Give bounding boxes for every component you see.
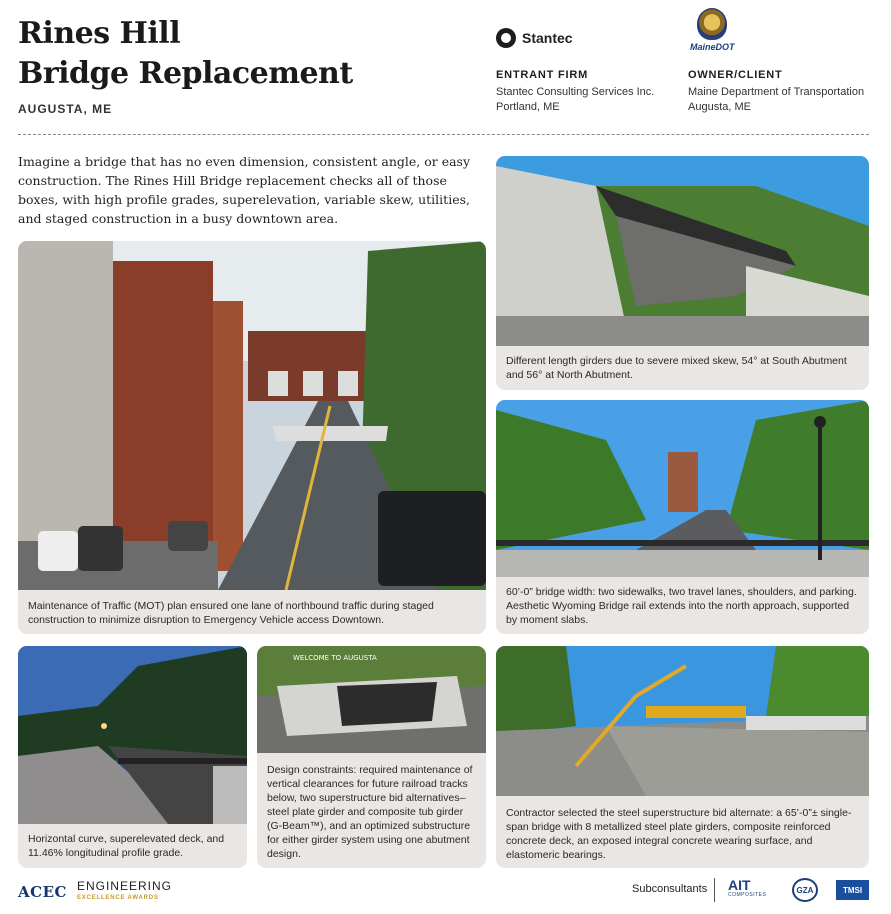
card-skew — [496, 156, 869, 390]
owner-heading: OWNER/CLIENT — [688, 69, 783, 81]
caption-design: Design constraints: required maintenance of vertical clearances for future railroad tracks below, two superstructure bid alternatives–steel plate girder and composite tub girder (G-Beam™), and an optimized substructure for either girder system using one abutment design. — [267, 764, 473, 860]
entrant-heading: ENTRANT FIRM — [496, 69, 589, 81]
mainedot-logo — [690, 8, 734, 52]
ait-logo — [728, 878, 776, 902]
gza-logo: GZA — [792, 878, 818, 902]
owner-city: Augusta, ME — [688, 101, 751, 113]
maine-seal-icon — [697, 8, 727, 40]
mainedot-logo-text: MaineDOT — [690, 42, 735, 52]
project-location: AUGUSTA, ME — [18, 102, 113, 116]
ait-logo-text: AIT — [728, 877, 751, 893]
owner-block — [688, 69, 864, 115]
stantec-logo-text: Stantec — [522, 30, 573, 46]
entrant-city: Portland, ME — [496, 101, 560, 113]
caption-skew: Different length girders due to severe mixed skew, 54° at South Abutment and 56° at North Abutment. — [506, 355, 847, 381]
photo-deck-construction — [496, 646, 869, 796]
caption-width: 60’-0” bridge width: two sidewalks, two travel lanes, shoulders, and parking. Aesthetic Wyoming Bridge rail extends into the north approach, supported by moment slabs. — [506, 586, 857, 626]
subconsultants-label: Subconsultants — [632, 883, 708, 895]
stantec-logo — [496, 28, 573, 48]
photo-night-bridge — [18, 646, 247, 824]
header-divider — [18, 134, 869, 135]
awards-line-1: ENGINEERING — [76, 879, 172, 893]
title-line-1: Rines Hill — [18, 16, 181, 51]
card-design — [257, 646, 486, 868]
photo-bridge-underpass — [496, 156, 869, 346]
acec-logo-text: ACEC — [18, 883, 67, 901]
card-mot — [18, 241, 486, 634]
entrant-block — [496, 69, 654, 115]
subconsultants-divider — [714, 878, 715, 902]
entrant-name: Stantec Consulting Services Inc. — [496, 86, 655, 98]
photo-abutment-aerial — [257, 646, 486, 753]
page-title — [18, 14, 353, 94]
owner-name: Maine Department of Transportation — [688, 86, 865, 98]
card-curve — [18, 646, 247, 868]
title-line-2: Bridge Replacement — [18, 56, 353, 91]
caption-contractor: Contractor selected the steel superstructure bid alternate: a 65’-0”± single-span bridge with 8 metallized steel plate girders, composite reinforced concrete deck, an exposed integral concrete wearing surface, and elastomeric bearings. — [506, 807, 852, 861]
intro-paragraph: Imagine a bridge that has no even dimension, consistent angle, or easy construction. The Rines Hill Bridge replacement checks all of those boxes, with high profile grades, superelevation, variable skew, utilities, and staged construction in a busy downtown area. — [18, 154, 471, 226]
ait-logo-subtext: COMPOSITES — [728, 892, 767, 898]
stantec-mark-icon — [496, 28, 516, 48]
welcome-sign-text: WELCOME TO AUGUSTA — [293, 654, 377, 662]
photo-downtown-street — [18, 241, 486, 590]
awards-logo — [77, 880, 172, 904]
photo-bridge-approach — [496, 400, 869, 577]
caption-curve: Horizontal curve, superelevated deck, and 11.46% longitudinal profile grade. — [28, 833, 225, 859]
acec-logo — [18, 880, 172, 904]
caption-mot: Maintenance of Traffic (MOT) plan ensured one lane of northbound traffic during staged construction to minimize disruption to Emergency Vehicle access Downtown. — [28, 600, 434, 626]
awards-line-2: EXCELLENCE AWARDS — [76, 895, 159, 901]
tmsi-logo: TMSI — [836, 880, 869, 900]
card-width — [496, 400, 869, 634]
card-contractor — [496, 646, 869, 868]
